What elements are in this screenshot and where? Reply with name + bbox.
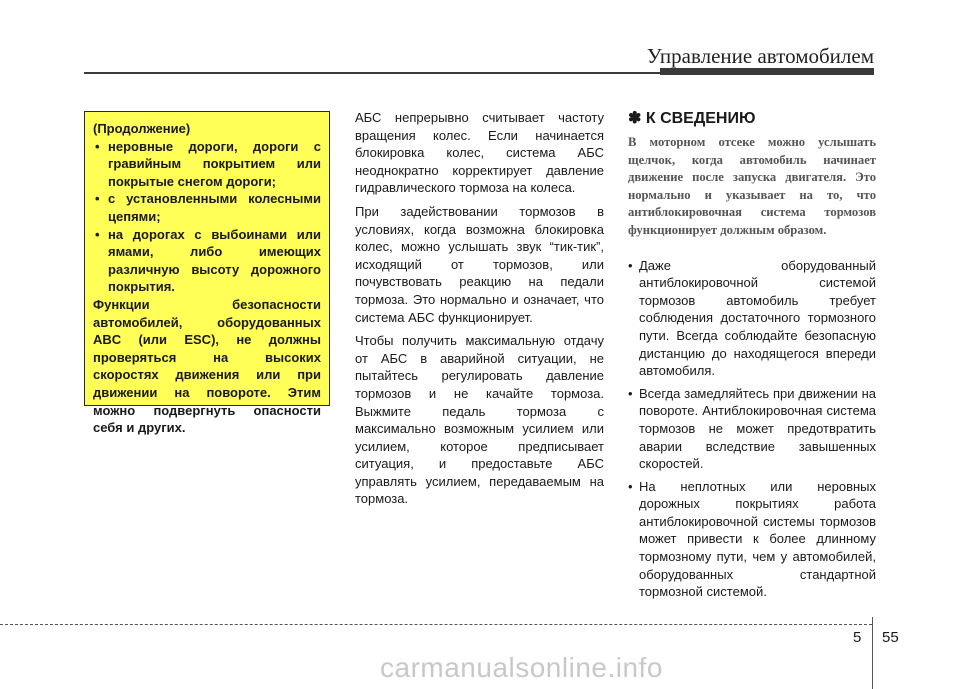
warning-bullet: • с установленными колесными цепями; [93,190,321,225]
warning-closing-text: Функции безопасности автомобилей, оборудованных ABC (или ESC), не должны проверяться на высоких скоростях движения или при движении на повороте. Этим можно подвергнуть опасности себя и других. [93,296,321,436]
page-number: 55 [882,629,899,646]
header-rule-accent [660,68,874,75]
footer-rule [0,624,872,625]
warning-bullet-list [93,138,321,296]
right-column [628,109,876,606]
info-heading-label: К СВЕДЕНИЮ [645,110,756,127]
info-bullet: • Всегда замедляйтесь при движении на повороте. Антиблокировочная система тормозов не может предотвратить аварии вследствие завышенных скоростей. [628,385,876,473]
info-bullet: • На неплотных или неровных дорожных покрытиях работа антиблокировочной системы тормозов может привести к более длинному тормозному пути, чем у автомобилей, оборудованных стандартной тормозной системой. [628,478,876,601]
footer-divider [872,617,873,689]
info-text: В моторном отсеке можно услышать щелчок, когда автомобиль начинает движение после запуска двигателя. Это нормально и указывает на то, что антиблокировочная система тормозов функционирует должным образом. [628,135,876,237]
body-paragraph: При задействовании тормозов в условиях, когда возможна блокировка колес, можно услышать звук “тик-тик”, исходящий от тормозов, или почувствовать реакцию на педали тормоза. Это нормально и означает, что система АБС функционирует. [355,203,604,325]
info-heading [628,109,876,129]
warning-bullet: • неровные дороги, дороги с гравийным покрытием или покрытые снегом дороги; [93,138,321,191]
body-paragraph: Чтобы получить максимальную отдачу от АБС в аварийной ситуации, не пытайтесь регулировать давление тормозов и не качайте тормоза. Выжмите педаль тормоза с максимально возможным усилием или усилием, которое предписывает ситуация, и предоставьте АБС управлять усилием, передаваемым на тормоза. [355,333,604,507]
body-paragraph: АБС непрерывно считывает частоту вращения колес. Если начинается блокировка колес, система АБС неоднократно корректирует давление гидравлического тормоза на колеса. [355,110,604,196]
info-bullet-list [628,257,876,601]
watermark: carmanualsonline.info [380,652,663,683]
middle-column [355,109,604,514]
info-bullet: • Даже оборудованный антиблокировочной системой тормозов автомобиль требует соблюдения достаточного тормозного пути. Всегда соблюдайте безопасную дистанцию до находящегося впереди автомобиля. [628,257,876,380]
chapter-number: 5 [853,629,862,646]
warning-heading: (Продолжение) [93,121,191,136]
warning-bullet: • на дорогах с выбоинами или ямами, либо имеющих различную высоту дорожного покрытия. [93,226,321,296]
asterisk-icon: ✽ [628,110,642,127]
section-title: Управление автомобилем [646,44,874,68]
warning-box [84,111,330,436]
